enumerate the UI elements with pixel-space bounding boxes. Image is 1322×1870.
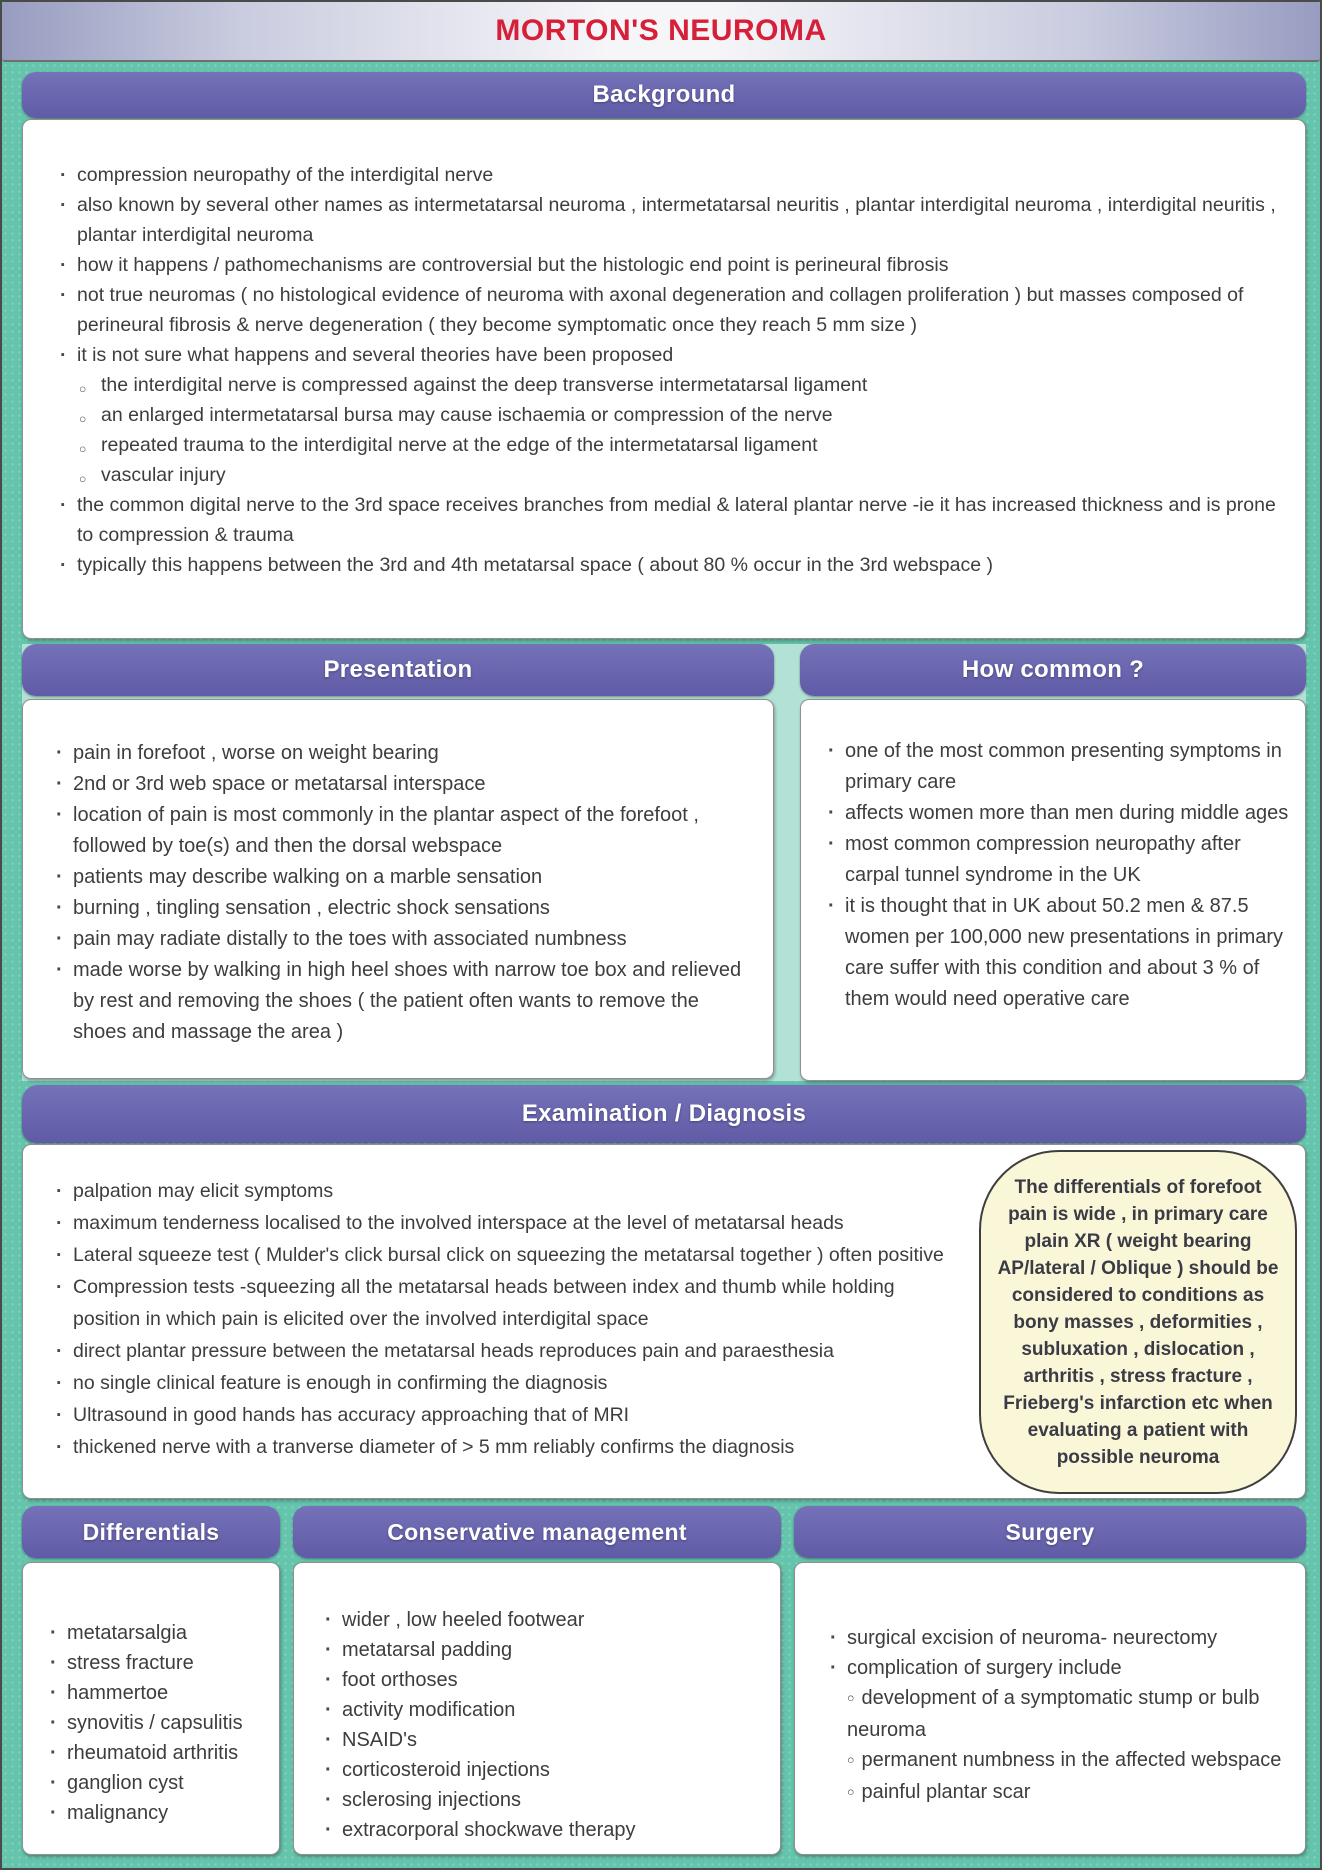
list-item: · hammertoe bbox=[43, 1678, 269, 1708]
section-examination bbox=[22, 1085, 1306, 1499]
sub-bullet-item: ○ repeated trauma to the interdigital nerve at the edge of the intermetatarsal ligament bbox=[53, 430, 1277, 460]
page-title: MORTON'S NEUROMA bbox=[495, 14, 827, 47]
bullet-item: · direct plantar pressure between the metatarsal heads reproduces pain and paraesthesia bbox=[49, 1335, 955, 1367]
sub-bullet-item: ○ vascular injury bbox=[53, 460, 1277, 490]
title-bar bbox=[2, 2, 1320, 62]
circle-bullet-marker: ○ bbox=[847, 1690, 855, 1705]
bullet-item: · most common compression neuropathy after carpal tunnel syndrome in the UK bbox=[821, 829, 1289, 891]
sub-bullet-item: ○ the interdigital nerve is compressed against the deep transverse intermetatarsal ligament bbox=[53, 370, 1277, 400]
bullet-item: · burning , tingling sensation , electric shock sensations bbox=[49, 893, 751, 924]
section-header-how-common: How common ? bbox=[800, 644, 1306, 696]
section-differentials bbox=[22, 1506, 280, 1855]
bullet-item: · not true neuromas ( no histological evidence of neuroma with axonal degeneration and collagen proliferation ) but masses composed of perineural fibrosis & nerve degeneration ( they become symptomatic once they reach 5 mm size ) bbox=[53, 280, 1277, 340]
bullet-item: · pain in forefoot , worse on weight bearing bbox=[49, 738, 751, 769]
section-header-conservative: Conservative management bbox=[293, 1506, 781, 1558]
conservative-list bbox=[318, 1605, 768, 1845]
list-item: · ganglion cyst bbox=[43, 1768, 269, 1798]
bullet-item: · palpation may elicit symptoms bbox=[49, 1175, 955, 1207]
bullet-item: · affects women more than men during middle ages bbox=[821, 798, 1289, 829]
differentials-callout-note bbox=[979, 1150, 1297, 1494]
bullet-item: · maximum tenderness localised to the involved interspace at the level of metatarsal heads bbox=[49, 1207, 955, 1239]
how-common-bullet-list bbox=[821, 736, 1289, 1015]
bullet-item: · made worse by walking in high heel shoes with narrow toe box and relieved by rest and removing the shoes ( the patient often wants to remove the shoes and massage the area ) bbox=[49, 955, 751, 1048]
bullet-item: · one of the most common presenting symptoms in primary care bbox=[821, 736, 1289, 798]
middle-row bbox=[22, 644, 1306, 1081]
sub-bullet-text: permanent numbness in the affected webspace bbox=[861, 1749, 1282, 1771]
surgery-bullet-list bbox=[823, 1623, 1291, 1809]
presentation-bullet-list bbox=[49, 738, 751, 1048]
circle-bullet-marker: ○ bbox=[847, 1752, 855, 1767]
list-item: · synovitis / capsulitis bbox=[43, 1708, 269, 1738]
bullet-item: · Ultrasound in good hands has accuracy approaching that of MRI bbox=[49, 1399, 955, 1431]
section-header-surgery: Surgery bbox=[794, 1506, 1306, 1558]
list-item: · metatarsalgia bbox=[43, 1618, 269, 1648]
list-item: · stress fracture bbox=[43, 1648, 269, 1678]
bullet-item: · it is not sure what happens and several theories have been proposed bbox=[53, 340, 1277, 370]
list-item: · activity modification bbox=[318, 1695, 768, 1725]
section-header-presentation: Presentation bbox=[22, 644, 774, 696]
bullet-item: · pain may radiate distally to the toes with associated numbness bbox=[49, 924, 751, 955]
bullet-item: · patients may describe walking on a marble sensation bbox=[49, 862, 751, 893]
bullet-item: · it is thought that in UK about 50.2 men & 87.5 women per 100,000 new presentations in primary care suffer with this condition and about 3 % of them would need operative care bbox=[821, 891, 1289, 1015]
list-item: · sclerosing injections bbox=[318, 1785, 768, 1815]
sub-bullet-item bbox=[823, 1777, 1291, 1809]
section-header-differentials: Differentials bbox=[22, 1506, 280, 1558]
conservative-content-box bbox=[293, 1562, 781, 1855]
section-conservative-management bbox=[293, 1506, 781, 1855]
bullet-item: · how it happens / pathomechanisms are controversial but the histologic end point is perineural fibrosis bbox=[53, 250, 1277, 280]
circle-bullet-marker: ○ bbox=[847, 1784, 855, 1799]
examination-content-box bbox=[22, 1144, 1306, 1499]
section-surgery bbox=[794, 1506, 1306, 1855]
differentials-content-box bbox=[22, 1562, 280, 1855]
background-content-box bbox=[22, 119, 1306, 639]
differentials-list bbox=[43, 1618, 269, 1828]
surgery-content-box bbox=[794, 1562, 1306, 1855]
bullet-item: · location of pain is most commonly in the plantar aspect of the forefoot , followed by toe(s) and then the dorsal webspace bbox=[49, 800, 751, 862]
content-area bbox=[2, 62, 1320, 1868]
list-item: · rheumatoid arthritis bbox=[43, 1738, 269, 1768]
list-item: · wider , low heeled footwear bbox=[318, 1605, 768, 1635]
section-how-common bbox=[800, 644, 1306, 1081]
list-item: · metatarsal padding bbox=[318, 1635, 768, 1665]
sub-bullet-item bbox=[823, 1683, 1291, 1745]
bullet-item: · also known by several other names as intermetatarsal neuroma , intermetatarsal neuritis , plantar interdigital neuroma , interdigital neuritis , plantar interdigital neuroma bbox=[53, 190, 1277, 250]
how-common-content-box bbox=[800, 699, 1306, 1081]
list-item: · foot orthoses bbox=[318, 1665, 768, 1695]
bullet-item: · Compression tests -squeezing all the metatarsal heads between index and thumb while holding position in which pain is elicited over the involved interdigital space bbox=[49, 1271, 955, 1335]
sub-bullet-item bbox=[823, 1745, 1291, 1777]
sub-bullet-text: development of a symptomatic stump or bulb neuroma bbox=[847, 1687, 1260, 1741]
bullet-item: · complication of surgery include bbox=[823, 1653, 1291, 1683]
sub-bullet-text: painful plantar scar bbox=[861, 1781, 1031, 1803]
bottom-row bbox=[22, 1506, 1306, 1855]
list-item: · extracorporal shockwave therapy bbox=[318, 1815, 768, 1845]
list-item: · malignancy bbox=[43, 1798, 269, 1828]
section-background bbox=[22, 72, 1306, 639]
section-header-examination: Examination / Diagnosis bbox=[22, 1085, 1306, 1143]
bullet-item: · the common digital nerve to the 3rd space receives branches from medial & lateral plantar nerve -ie it has increased thickness and is prone to compression & trauma bbox=[53, 490, 1277, 550]
list-item: · corticosteroid injections bbox=[318, 1755, 768, 1785]
bullet-item: · typically this happens between the 3rd and 4th metatarsal space ( about 80 % occur in the 3rd webspace ) bbox=[53, 550, 1277, 580]
bullet-item: · compression neuropathy of the interdigital nerve bbox=[53, 160, 1277, 190]
list-item: · NSAID's bbox=[318, 1725, 768, 1755]
sub-bullet-item: ○ an enlarged intermetatarsal bursa may cause ischaemia or compression of the nerve bbox=[53, 400, 1277, 430]
examination-bullet-list bbox=[49, 1175, 955, 1463]
section-header-background: Background bbox=[22, 72, 1306, 118]
presentation-content-box bbox=[22, 699, 774, 1079]
bullet-item: · Lateral squeeze test ( Mulder's click bursal click on squeezing the metatarsal together ) often positive bbox=[49, 1239, 955, 1271]
bullet-item: · thickened nerve with a tranverse diameter of > 5 mm reliably confirms the diagnosis bbox=[49, 1431, 955, 1463]
callout-text: The differentials of forefoot pain is wide , in primary care plain XR ( weight bearing AP/lateral / Oblique ) should be considered to conditions as bony masses , deformities , subluxation , dislocation , arthritis , stress fracture , Frieberg's infarction etc when evaluating a patient with possible neuroma bbox=[997, 1176, 1279, 1468]
bullet-item: · no single clinical feature is enough in confirming the diagnosis bbox=[49, 1367, 955, 1399]
bullet-item: · surgical excision of neuroma- neurectomy bbox=[823, 1623, 1291, 1653]
bullet-item: · 2nd or 3rd web space or metatarsal interspace bbox=[49, 769, 751, 800]
background-bullet-list bbox=[53, 160, 1277, 580]
section-presentation bbox=[22, 644, 774, 1081]
